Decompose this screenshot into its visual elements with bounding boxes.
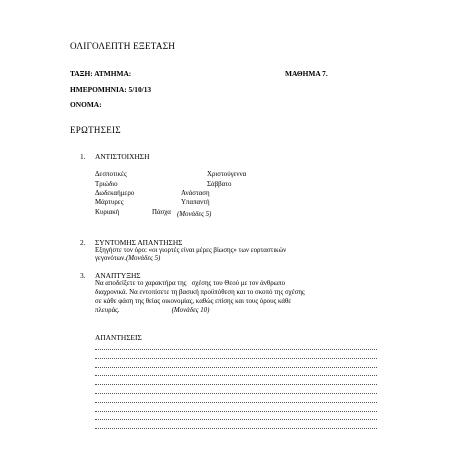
answer-line xyxy=(95,419,377,420)
question-2-text-end xyxy=(95,256,160,263)
name-label: ΟΝΟΜΑ: xyxy=(70,100,102,109)
match-left-item: Μάρτυρες xyxy=(95,199,124,206)
question-3-text: διαχρονικά. Να εντοπίσετε τη βασική προϋπόθεση και το σκοπό της σχέσης xyxy=(95,289,305,296)
question-3-text: Να αποδείξετε το χαρακτήρα της σχέσης του Θεού με τον άνθρωπο xyxy=(95,280,286,287)
question-1-title: ΑΝΤΙΣΤΟΙΧΗΣΗ xyxy=(95,152,150,161)
exam-title: ΟΛΙΓΟΛΕΠΤΗ ΕΞΕΤΑΣΗ xyxy=(70,41,176,51)
match-left-item: Δωδεκαήμερο xyxy=(95,190,135,197)
question-2-marks: (Μονάδες 5) xyxy=(126,255,161,262)
question-3-text: σε κάθε φάση της θείας οικονομίας, καθώς επίσης και τους όρους κάθε xyxy=(95,298,292,305)
match-right-item: Χριστούγεννα xyxy=(207,171,247,178)
match-right-item: Σάββατο xyxy=(207,181,232,188)
answer-line xyxy=(95,375,377,376)
answer-line xyxy=(95,367,377,368)
question-3-marks: (Μονάδες 10) xyxy=(171,307,210,314)
question-3-number: 3. xyxy=(80,271,86,280)
question-3-text-end xyxy=(95,308,209,315)
question-3-text-tail: πλευράς. xyxy=(95,307,120,314)
question-2-title: ΣΥΝΤΟΜΗΣ ΑΠΑΝΤΗΣΗΣ xyxy=(95,238,183,247)
question-1-marks: (Μονάδες 5) xyxy=(177,211,212,218)
question-3-title: ΑΝΑΠΤΥΞΗΣ xyxy=(95,271,141,280)
questions-heading: ΕΡΩΤΗΣΕΙΣ xyxy=(70,125,121,135)
question-2-text: Εξηγήστε τον όρο: «οι γιορτές είναι μέρες βίωσης» των εορταστικών xyxy=(95,247,287,254)
answer-line xyxy=(95,349,377,350)
question-1-number: 1. xyxy=(80,152,86,161)
answer-line xyxy=(95,428,377,429)
answers-heading: ΑΠΑΝΤΗΣΕΙΣ xyxy=(95,333,142,342)
match-left-item: Τριώδιο xyxy=(95,181,118,188)
match-left-item: Κυριακή xyxy=(95,209,120,216)
answer-line xyxy=(95,384,377,385)
question-2-number: 2. xyxy=(80,238,86,247)
match-right-item: Υπαπαντή xyxy=(181,199,210,206)
match-left-item: Δεσποτικές xyxy=(95,171,127,178)
answer-line xyxy=(95,358,377,359)
question-2-text-tail: γεγονότων. xyxy=(95,255,127,262)
match-right-item: Πάσχα xyxy=(152,209,171,216)
date-label: ΗΜΕΡΟΜΗΝΙΑ: 5/10/13 xyxy=(70,85,152,94)
answer-line xyxy=(95,402,377,403)
subject-label: ΜΑΘΗΜΑ 7. xyxy=(285,69,328,78)
class-label: ΤΑΞΗ: ΑΤΜΗΜΑ: xyxy=(70,69,132,78)
answer-line xyxy=(95,411,377,412)
answer-line xyxy=(95,393,377,394)
match-right-item: Ανάσταση xyxy=(181,190,210,197)
